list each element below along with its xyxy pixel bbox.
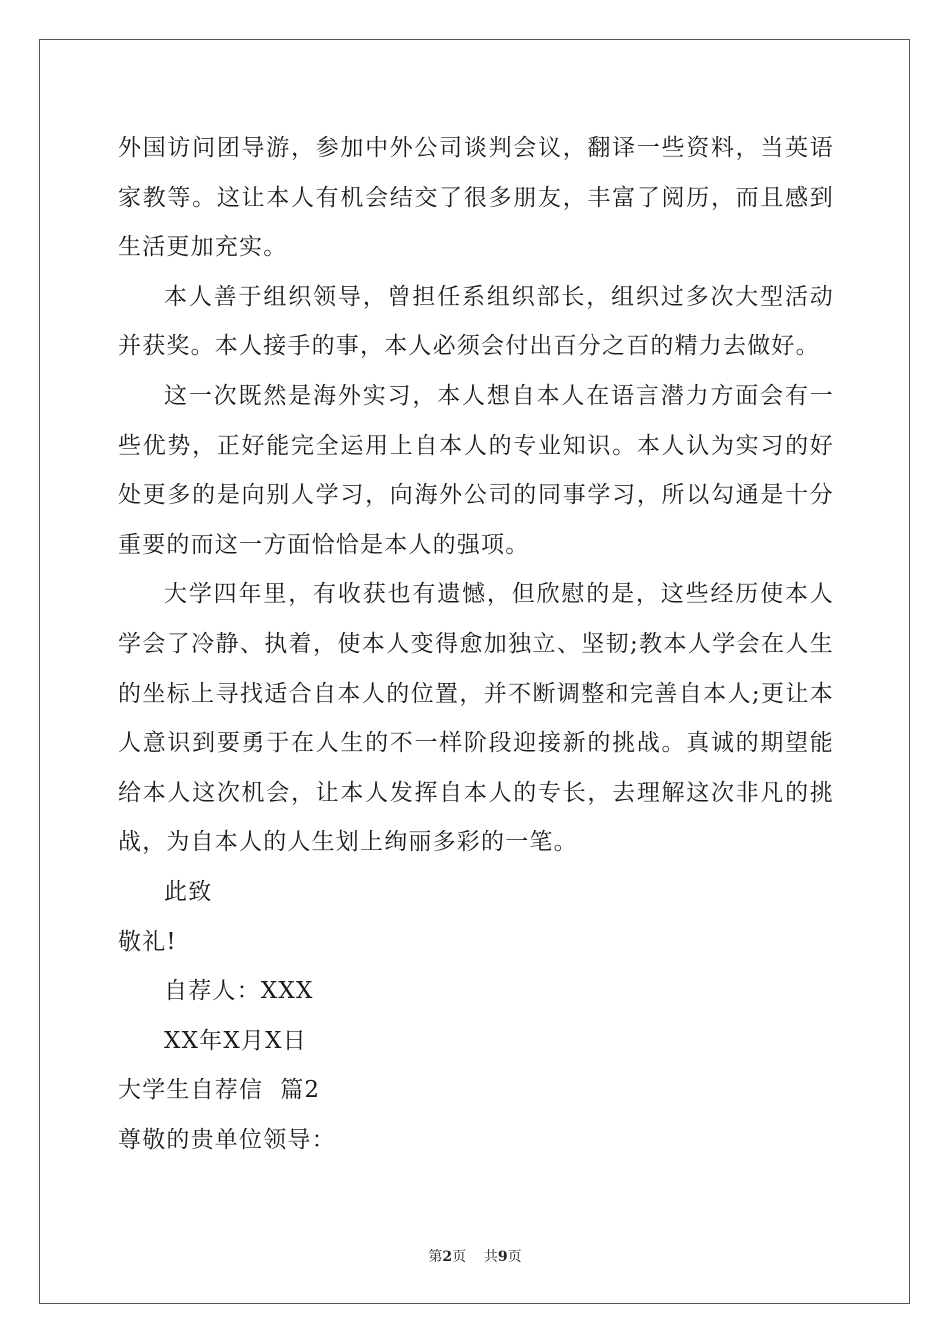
paragraph-1: 外国访问团导游，参加中外公司谈判会议，翻译一些资料，当英语家教等。这让本人有机会结交了很多朋友，丰富了阅历，而且感到生活更加充实。 bbox=[118, 135, 834, 261]
page-footer bbox=[0, 1246, 950, 1266]
footer-middle: 页 共 bbox=[452, 1249, 498, 1265]
paragraph-2: 本人善于组织领导，曾担任系组织部长，组织过多次大型活动并获奖。本人接手的事，本人必须会付出百分之百的精力去做好。 bbox=[118, 283, 834, 360]
total-pages-number: 9 bbox=[497, 1249, 508, 1265]
paragraph-3: 这一次既然是海外实习，本人想自本人在语言潜力方面会有一些优势，正好能完全运用上自本人的专业知识。本人认为实习的好处更多的是向别人学习，向海外公司的同事学习，所以勾通是十分重要的而这一方面恰恰是本人的强项。 bbox=[118, 382, 834, 558]
next-letter-greeting: 尊敬的贵单位领导： bbox=[118, 1126, 336, 1153]
salute-line: 敬礼! bbox=[118, 928, 177, 955]
footer-suffix: 页 bbox=[507, 1249, 522, 1265]
closing-line: 此致 bbox=[164, 878, 213, 905]
footer-prefix: 第 bbox=[428, 1249, 443, 1265]
signer-line: 自荐人：XXX bbox=[164, 978, 314, 1005]
document-body bbox=[118, 124, 834, 1165]
current-page-number: 2 bbox=[442, 1249, 453, 1265]
paragraph-4: 大学四年里，有收获也有遗憾，但欣慰的是，这些经历使本人学会了冷静、执着，使本人变得愈加独立、坚韧;教本人学会在人生的坐标上寻找适合自本人的位置，并不断调整和完善自本人;更让本人意识到要勇于在人生的不一样阶段迎接新的挑战。真诚的期望能给本人这次机会，让本人发挥自本人的专长，去理解这次非凡的挑战，为自本人的人生划上绚丽多彩的一笔。 bbox=[118, 581, 834, 856]
next-letter-heading: 大学生自荐信 篇2 bbox=[118, 1077, 321, 1104]
date-line: XX年X月X日 bbox=[164, 1027, 307, 1054]
